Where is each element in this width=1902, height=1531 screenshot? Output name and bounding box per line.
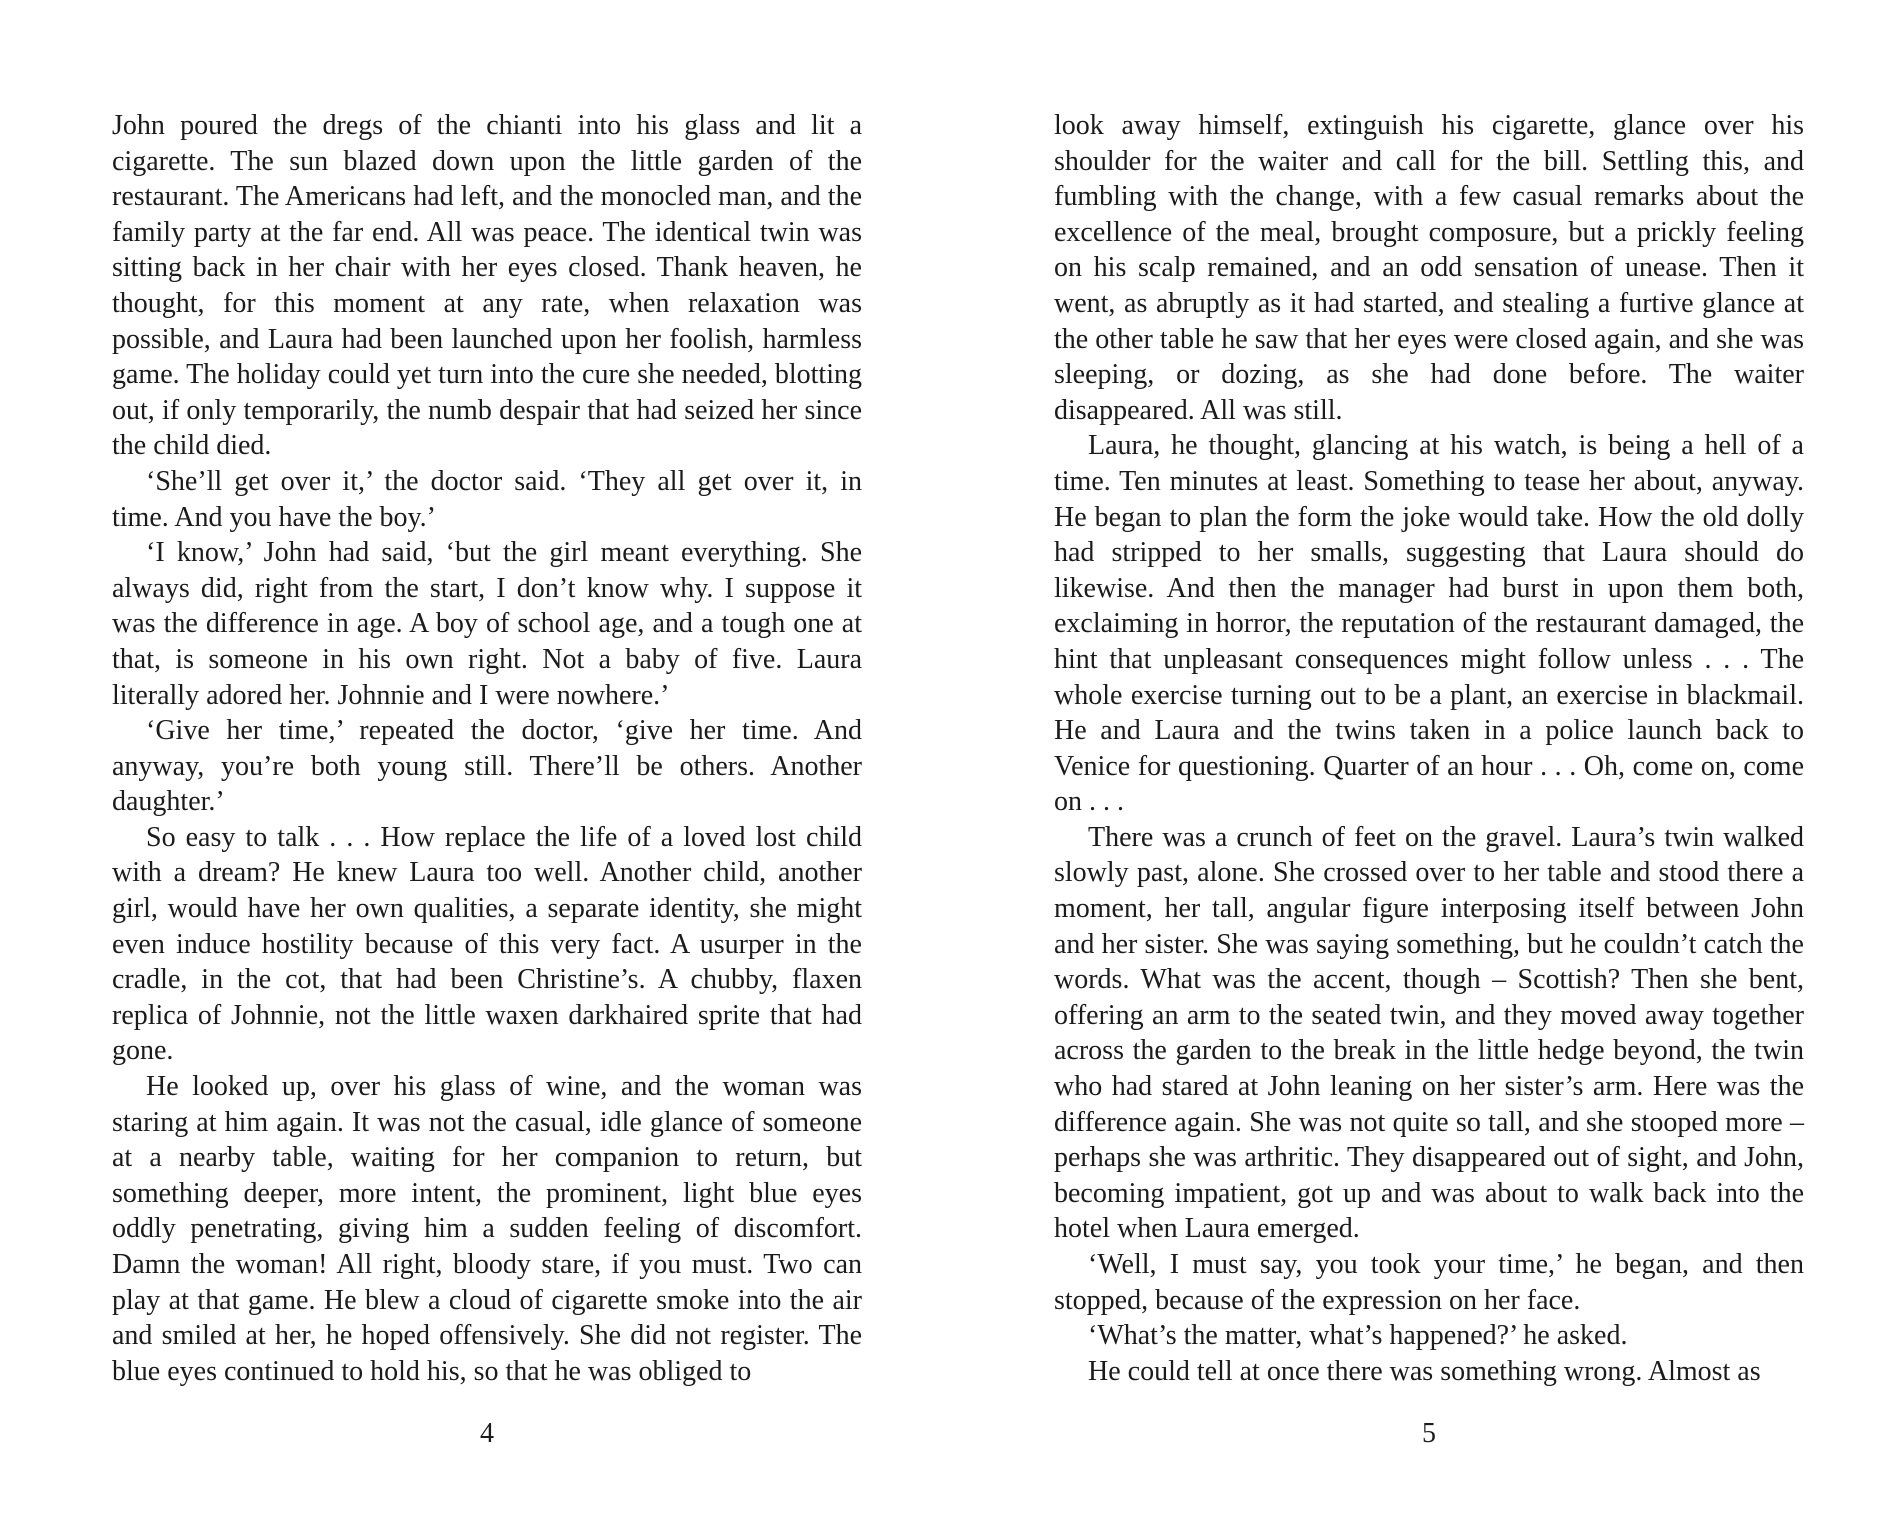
paragraph: ‘Well, I must say, you took your time,’ he began, and then stopped, because of the expression on her face. <box>1054 1249 1804 1316</box>
paragraph: Laura, he thought, glancing at his watch, is being a hell of a time. Ten minutes at least. Something to tease her about, anyway. He began to plan the form the joke would take. How the old dolly had stripped to her smalls, suggesting that Laura should do likewise. And then the manager had burst in upon them both, exclaiming in horror, the reputation of the restaurant damaged, the hint that unpleasant consequences might follow unless . . . The whole exercise turning out to be a plant, an exercise in blackmail. He and Laura and the twins taken in a police launch back to Venice for questioning. Quarter of an hour . . . Oh, come on, come on . . . <box>1054 430 1804 818</box>
paragraph: He could tell at once there was something wrong. Almost as <box>1088 1355 1761 1387</box>
paragraph: There was a crunch of feet on the gravel. Laura’s twin walked slowly past, alone. She crossed over to her table and stood there a moment, her tall, angular figure interposing itself between John and her sister. She was saying something, but he couldn’t catch the words. What was the accent, though – Scottish? Then she bent, offering an arm to the seated twin, and they moved away together across the garden to the break in the little hedge beyond, the twin who had stared at John leaning on her sister’s arm. Here was the difference again. She was not quite so tall, and she stooped more – perhaps she was arthritic. They disappeared out of sight, and John, becoming impatient, got up and was about to walk back into the hotel when Laura emerged. <box>1054 821 1804 1245</box>
right-page <box>1054 108 1804 1449</box>
paragraph: ‘She’ll get over it,’ the doctor said. ‘They all get over it, in time. And you have the boy.’ <box>112 465 862 533</box>
paragraph: John poured the dregs of the chianti into his glass and lit a cigarette. The sun blazed down upon the little garden of the restaurant. The Americans had left, and the monocled man, and the family party at the far end. All was peace. The identical twin was sitting back in her chair with her eyes closed. Thank heaven, he thought, for this moment at any rate, when relaxation was possible, and Laura had been launched upon her foolish, harmless game. The holiday could yet turn into the cure she needed, blotting out, if only temporarily, the numb despair that had seized her since the child died. <box>112 110 862 462</box>
paragraph: He looked up, over his glass of wine, and the woman was staring at him again. It was not the casual, idle glance of someone at a nearby table, waiting for her companion to return, but something deeper, more intent, the prominent, light blue eyes oddly penetrating, giving him a sudden feeling of discomfort. Damn the woman! All right, bloody stare, if you must. Two can play at that game. He blew a cloud of cigarette smoke into the air and smiled at her, he hoped offensively. She did not register. The blue eyes continued to hold his, so that he was obliged to <box>112 1071 862 1387</box>
page-number: 5 <box>1422 1418 1436 1449</box>
paragraph: ‘I know,’ John had said, ‘but the girl meant everything. She always did, right from the start, I don’t know why. I suppose it was the difference in age. A boy of school age, and a tough one at that, is someone in his own right. Not a baby of five. Laura literally adored her. Johnnie and I were nowhere.’ <box>112 537 862 711</box>
paragraph: ‘What’s the matter, what’s happened?’ he asked. <box>1088 1320 1628 1352</box>
paragraph: ‘Give her time,’ repeated the doctor, ‘give her time. And anyway, you’re both young still. There’ll be others. Another daughter.’ <box>112 715 862 818</box>
right-page-text <box>1054 108 1804 1389</box>
paragraph: look away himself, extinguish his cigarette, glance over his shoulder for the waiter and call for the bill. Settling this, and fumbling with the change, with a few casual remarks about the excellence of the meal, brought composure, but a prickly feeling on his scalp remained, and an odd sensation of unease. Then it went, as abruptly as it had started, and stealing a furtive glance at the other table he saw that her eyes were closed again, and she was sleeping, or dozing, as she had done before. The waiter disappeared. All was still. <box>1054 110 1804 426</box>
page-number: 4 <box>480 1418 494 1449</box>
paragraph: So easy to talk . . . How replace the life of a loved lost child with a dream? He knew Laura too well. Another child, another girl, would have her own qualities, a separate identity, she might even induce hostility because of this very fact. A usurper in the cradle, in the cot, that had been Christine’s. A chubby, flaxen replica of Johnnie, not the little waxen darkhaired sprite that had gone. <box>112 821 862 1067</box>
left-page-text <box>112 108 862 1389</box>
left-page <box>112 108 862 1449</box>
